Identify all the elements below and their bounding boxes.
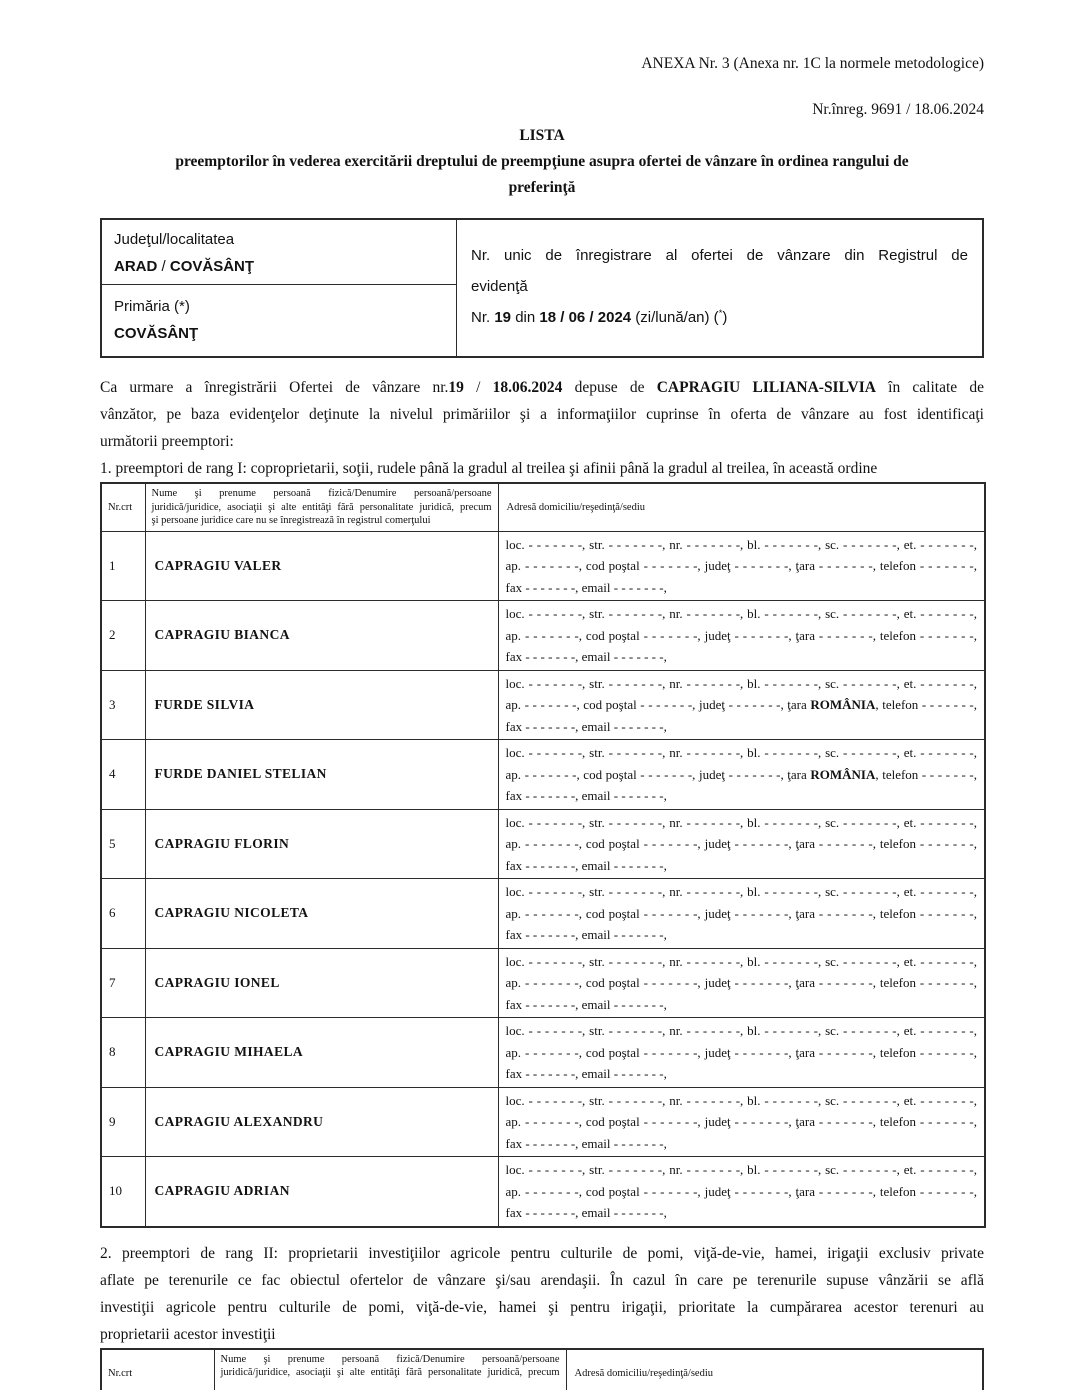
text-line xyxy=(221,1353,560,1367)
table-row xyxy=(101,740,985,810)
row-number-cell: 6 xyxy=(101,879,145,949)
text-line xyxy=(506,646,978,668)
text-segment: Nume şi prenume persoană fizică/Denumire persoană/persoane xyxy=(220,1353,560,1365)
row-number-cell: 5 xyxy=(101,809,145,879)
text-segment: evidenţă xyxy=(471,278,528,295)
text-segment: vânzător, pe baza evidenţelor deţinute la nivelul primăriilor şi a informaţiilor cuprinse în oferta de vânzare au fost identificaţi xyxy=(100,406,984,423)
text-line xyxy=(506,577,978,599)
text-segment: ARAD xyxy=(114,258,158,275)
info-box-left-column xyxy=(102,220,457,356)
text-line xyxy=(506,1181,978,1203)
preemptors-table-rang1 xyxy=(100,482,986,1228)
table-row xyxy=(101,948,985,1018)
text-line xyxy=(114,253,444,280)
text-segment: ap. - - - - - - -, cod poştal - - - - - - -, judeţ - - - - - - -, ţara - - - - - - -, telefon - - - - - - -, xyxy=(505,1183,977,1199)
address-cell xyxy=(498,740,985,810)
text-segment: 2. preemptori de rang II: proprietarii investiţiilor agricole pentru culturile de pomi, viţă-de-vie, hamei, irigaţii exclusiv private xyxy=(100,1244,984,1262)
county-value xyxy=(114,253,444,280)
text-segment: loc. - - - - - - -, str. - - - - - - -, nr. - - - - - - -, bl. - - - - - - -, sc. - - - - - - -, et. - - - - - - -, xyxy=(505,1023,977,1038)
text-segment: Ca urmare a înregistrării Ofertei de vânzare nr. xyxy=(100,379,449,396)
row-number-cell: 4 xyxy=(101,740,145,810)
anexa-line: ANEXA Nr. 3 (Anexa nr. 1C la normele metodologice) xyxy=(641,55,984,72)
table-row xyxy=(101,879,985,949)
text-segment: fax - - - - - - -, email - - - - - - -, xyxy=(505,996,667,1012)
text-line xyxy=(506,994,978,1016)
text-segment: , telefon - - - - - - -, xyxy=(875,697,977,712)
address-cell xyxy=(498,531,985,601)
page-subtitle xyxy=(100,149,984,201)
row-number-cell: 7 xyxy=(101,948,145,1018)
text-segment: loc. - - - - - - -, str. - - - - - - -, nr. - - - - - - -, bl. - - - - - - -, sc. - - - - - - -, et. - - - - - - -, xyxy=(505,536,977,552)
address-cell xyxy=(498,670,985,740)
text-segment: ROMÂNIA xyxy=(810,766,876,782)
text-line xyxy=(471,240,968,271)
text-line xyxy=(506,855,978,877)
text-segment: juridică/juridice, asociaţii şi alte entităţi fără personalitate juridică, precum xyxy=(220,1367,560,1378)
text-segment: fax - - - - - - -, email - - - - - - -, xyxy=(505,1205,667,1220)
preemptors-table-rang2-clip xyxy=(100,1348,984,1390)
text-line xyxy=(100,1267,984,1294)
info-box xyxy=(100,218,984,358)
text-segment: depuse de xyxy=(562,379,657,396)
text-segment: următorii preemptori: xyxy=(100,433,234,450)
text-line xyxy=(506,673,978,695)
preemptor-name-cell: CAPRAGIU BIANCA xyxy=(145,601,498,671)
table-row xyxy=(101,809,985,879)
text-line xyxy=(152,501,492,515)
text-line xyxy=(152,514,492,528)
preemptor-name-cell: CAPRAGIU FLORIN xyxy=(145,809,498,879)
text-line xyxy=(506,924,978,946)
text-segment: fax - - - - - - -, email - - - - - - -, xyxy=(505,579,667,595)
table-header-nr: Nr.crt xyxy=(101,1349,214,1390)
text-segment: ap. - - - - - - -, cod poştal - - - - - - -, judeţ - - - - - - -, ţara - - - - - - -, telefon - - - - - - -, xyxy=(505,1114,977,1129)
text-line xyxy=(100,1294,984,1321)
text-segment: şi persoane juridice care nu se înregistrează în registrul comerţului xyxy=(151,515,431,526)
address-cell xyxy=(498,879,985,949)
primaria-cell xyxy=(102,285,456,356)
text-line xyxy=(471,271,968,302)
rang2-paragraph xyxy=(100,1240,984,1348)
text-segment: ap. - - - - - - -, cod poştal - - - - - - -, judeţ - - - - - - -, ţara - - - - - - -, telefon - - - - - - -, xyxy=(505,975,977,990)
text-segment: loc. - - - - - - -, str. - - - - - - -, nr. - - - - - - -, bl. - - - - - - -, sc. - - - - - - -, et. - - - - - - -, xyxy=(505,884,977,899)
text-segment: / xyxy=(463,379,493,396)
text-segment: ap. - - - - - - -, cod poştal - - - - - - -, judeţ - - - - - - -, ţara - - - - - - -, telefon - - - - - - -, xyxy=(505,905,977,921)
text-segment: 18.06.2024 xyxy=(492,379,563,396)
text-segment: investiţii agricole pentru culturile de pomi, viţă-de-vie, hamei şi pentru irigaţii, prioritate la cumpărarea acestor terenuri au xyxy=(100,1298,984,1316)
text-segment: Nr. unic de înregistrare al ofertei de vânzare din Registrul de xyxy=(471,247,968,264)
document-content xyxy=(100,0,984,1390)
address-cell xyxy=(498,948,985,1018)
registration-number-line: Nr.înreg. 9691 / 18.06.2024 xyxy=(812,101,984,118)
text-line xyxy=(506,716,978,738)
text-segment: fax - - - - - - -, email - - - - - - -, xyxy=(505,718,667,734)
table-header-name xyxy=(214,1349,566,1390)
text-segment: / xyxy=(157,258,170,275)
text-line xyxy=(506,534,978,556)
table-header-address: Adresă domiciliu/reşedinţă/sediu xyxy=(498,483,985,531)
text-line xyxy=(506,833,978,855)
text-line xyxy=(506,785,978,807)
text-line xyxy=(100,1240,984,1267)
preemptor-name-cell: CAPRAGIU MIHAELA xyxy=(145,1018,498,1088)
text-segment: fax - - - - - - -, email - - - - - - -, xyxy=(505,1066,667,1081)
row-number-cell: 9 xyxy=(101,1087,145,1157)
row-number-cell: 10 xyxy=(101,1157,145,1227)
text-segment: aflate pe terenurile ce fac obiectul ofertelor de vânzare şi/sau arendaşii. În cazul în care pe terenurile supuse vânzării se află xyxy=(100,1271,984,1289)
text-segment: fax - - - - - - -, email - - - - - - -, xyxy=(505,1135,667,1151)
text-segment: , telefon - - - - - - -, xyxy=(875,766,977,782)
text-segment: 19 xyxy=(494,309,512,326)
text-line xyxy=(506,972,978,994)
county-cell xyxy=(102,220,456,285)
text-line xyxy=(506,812,978,834)
text-line xyxy=(100,374,984,401)
text-line xyxy=(100,401,984,428)
address-cell xyxy=(498,1018,985,1088)
text-segment: 19 xyxy=(448,379,464,396)
table-row xyxy=(101,1087,985,1157)
address-cell xyxy=(498,1087,985,1157)
row-number-cell: 1 xyxy=(101,531,145,601)
text-line xyxy=(506,603,978,625)
text-line xyxy=(506,625,978,647)
text-line xyxy=(506,555,978,577)
text-line xyxy=(221,1366,560,1380)
text-line xyxy=(506,1063,978,1085)
text-segment: loc. - - - - - - -, str. - - - - - - -, nr. - - - - - - -, bl. - - - - - - -, sc. - - - - - - -, et. - - - - - - -, xyxy=(505,745,977,760)
text-segment: ap. - - - - - - -, cod poştal - - - - - - -, judeţ - - - - - - -, ţara xyxy=(505,697,811,712)
text-line xyxy=(100,175,984,201)
table2-header-row xyxy=(101,1349,983,1390)
text-segment: 18 / 06 / 2024 xyxy=(539,309,632,326)
text-segment: preemptorilor în vederea exercitării dreptului de preempţiune asupra ofertei de vânzare în ordinea rangului de xyxy=(175,153,909,170)
text-line xyxy=(506,1020,978,1042)
preemptor-name-cell: CAPRAGIU IONEL xyxy=(145,948,498,1018)
text-segment: preferinţă xyxy=(508,179,576,196)
address-cell xyxy=(498,1157,985,1227)
preemptors-table-rang2 xyxy=(100,1348,984,1390)
text-line xyxy=(114,320,444,347)
primaria-label: Primăria (*) xyxy=(114,298,190,315)
offer-registration-cell xyxy=(457,220,982,356)
text-segment: ap. - - - - - - -, cod poştal - - - - - - -, judeţ - - - - - - -, ţara - - - - - - -, telefon - - - - - - -, xyxy=(505,1044,977,1060)
text-line xyxy=(506,1202,978,1224)
text-line xyxy=(506,1159,978,1181)
text-line xyxy=(506,764,978,786)
text-segment: CAPRAGIU LILIANA-SILVIA xyxy=(656,379,876,396)
row-number-cell: 3 xyxy=(101,670,145,740)
text-segment: în calitate de xyxy=(875,379,985,396)
text-line xyxy=(506,1133,978,1155)
text-segment: ap. - - - - - - -, cod poştal - - - - - - -, judeţ - - - - - - -, ţara - - - - - - -, telefon - - - - - - -, xyxy=(505,627,977,643)
county-label: Judeţul/localitatea xyxy=(114,231,235,248)
text-segment: (zi/lună/an) ( xyxy=(631,309,719,326)
text-line xyxy=(100,428,984,455)
text-segment: Nr. xyxy=(471,309,495,326)
table-row xyxy=(101,1018,985,1088)
text-segment: fax - - - - - - -, email - - - - - - -, xyxy=(505,649,667,664)
table-row xyxy=(101,601,985,671)
text-line xyxy=(100,1321,984,1348)
text-segment: ROMÂNIA xyxy=(810,697,876,712)
text-line xyxy=(506,1090,978,1112)
text-segment: * xyxy=(718,308,723,318)
text-segment: COVĂSÂNŢ xyxy=(169,258,255,275)
text-segment: fax - - - - - - -, email - - - - - - -, xyxy=(505,788,667,803)
text-segment: ap. - - - - - - -, cod poştal - - - - - - -, judeţ - - - - - - -, ţara xyxy=(505,766,811,782)
text-line xyxy=(506,881,978,903)
rang1-line: 1. preemptori de rang I: coproprietarii, soţii, rudele până la gradul al treilea şi afinii până la gradul al treilea, în această ordine xyxy=(100,460,878,477)
text-segment: loc. - - - - - - -, str. - - - - - - -, nr. - - - - - - -, bl. - - - - - - -, sc. - - - - - - -, et. - - - - - - -, xyxy=(505,953,977,969)
text-segment: loc. - - - - - - -, str. - - - - - - -, nr. - - - - - - -, bl. - - - - - - -, sc. - - - - - - -, et. - - - - - - -, xyxy=(505,1092,977,1108)
text-segment: ap. - - - - - - -, cod poştal - - - - - - -, judeţ - - - - - - -, ţara - - - - - - -, telefon - - - - - - -, xyxy=(505,836,977,851)
table-header-name xyxy=(145,483,498,531)
text-line xyxy=(506,742,978,764)
row-number-cell: 2 xyxy=(101,601,145,671)
table1-body xyxy=(101,483,985,1227)
row-number-cell: 8 xyxy=(101,1018,145,1088)
preemptor-name-cell: CAPRAGIU ADRIAN xyxy=(145,1157,498,1227)
text-line xyxy=(506,1111,978,1133)
text-segment: loc. - - - - - - -, str. - - - - - - -, nr. - - - - - - -, bl. - - - - - - -, sc. - - - - - - -, et. - - - - - - -, xyxy=(505,675,977,691)
text-line xyxy=(506,694,978,716)
text-segment: proprietarii acestor investiţii xyxy=(100,1325,276,1343)
text-segment: juridică/juridice, asociaţii şi alte entităţi fără personalitate juridică, precum xyxy=(151,501,492,513)
text-segment: loc. - - - - - - -, str. - - - - - - -, nr. - - - - - - -, bl. - - - - - - -, sc. - - - - - - -, et. - - - - - - -, xyxy=(505,1162,977,1177)
text-segment: ap. - - - - - - -, cod poştal - - - - - - -, judeţ - - - - - - -, ţara - - - - - - -, telefon - - - - - - -, xyxy=(505,558,977,573)
table-row xyxy=(101,670,985,740)
text-segment: ) xyxy=(722,309,728,326)
text-segment: fax - - - - - - -, email - - - - - - -, xyxy=(505,857,667,873)
preemptor-name-cell: FURDE SILVIA xyxy=(145,670,498,740)
preemptor-name-cell: CAPRAGIU NICOLETA xyxy=(145,879,498,949)
text-line xyxy=(471,302,968,333)
primaria-value xyxy=(114,320,444,347)
preemptor-name-cell: CAPRAGIU ALEXANDRU xyxy=(145,1087,498,1157)
table-row xyxy=(101,1157,985,1227)
text-line xyxy=(506,951,978,973)
text-line xyxy=(506,903,978,925)
preemptor-name-cell: FURDE DANIEL STELIAN xyxy=(145,740,498,810)
preemptor-name-cell: CAPRAGIU VALER xyxy=(145,531,498,601)
table-header-nr: Nr.crt xyxy=(101,483,145,531)
text-segment: loc. - - - - - - -, str. - - - - - - -, nr. - - - - - - -, bl. - - - - - - -, sc. - - - - - - -, et. - - - - - - -, xyxy=(505,606,977,621)
table1-header-row xyxy=(101,483,985,531)
intro-paragraph xyxy=(100,374,984,455)
text-segment: din xyxy=(511,309,540,326)
table-row xyxy=(101,531,985,601)
text-line xyxy=(506,1042,978,1064)
text-line xyxy=(152,487,492,501)
page-title: LISTA xyxy=(519,127,565,144)
text-line xyxy=(100,149,984,175)
address-cell xyxy=(498,809,985,879)
text-segment: COVĂSÂNŢ xyxy=(114,325,199,342)
text-segment: loc. - - - - - - -, str. - - - - - - -, nr. - - - - - - -, bl. - - - - - - -, sc. - - - - - - -, et. - - - - - - -, xyxy=(505,814,977,830)
address-cell xyxy=(498,601,985,671)
text-segment: fax - - - - - - -, email - - - - - - -, xyxy=(505,927,667,942)
table-header-address: Adresă domiciliu/reşedinţă/sediu xyxy=(566,1349,983,1390)
text-segment: Nume şi prenume persoană fizică/Denumire persoană/persoane xyxy=(151,488,492,499)
